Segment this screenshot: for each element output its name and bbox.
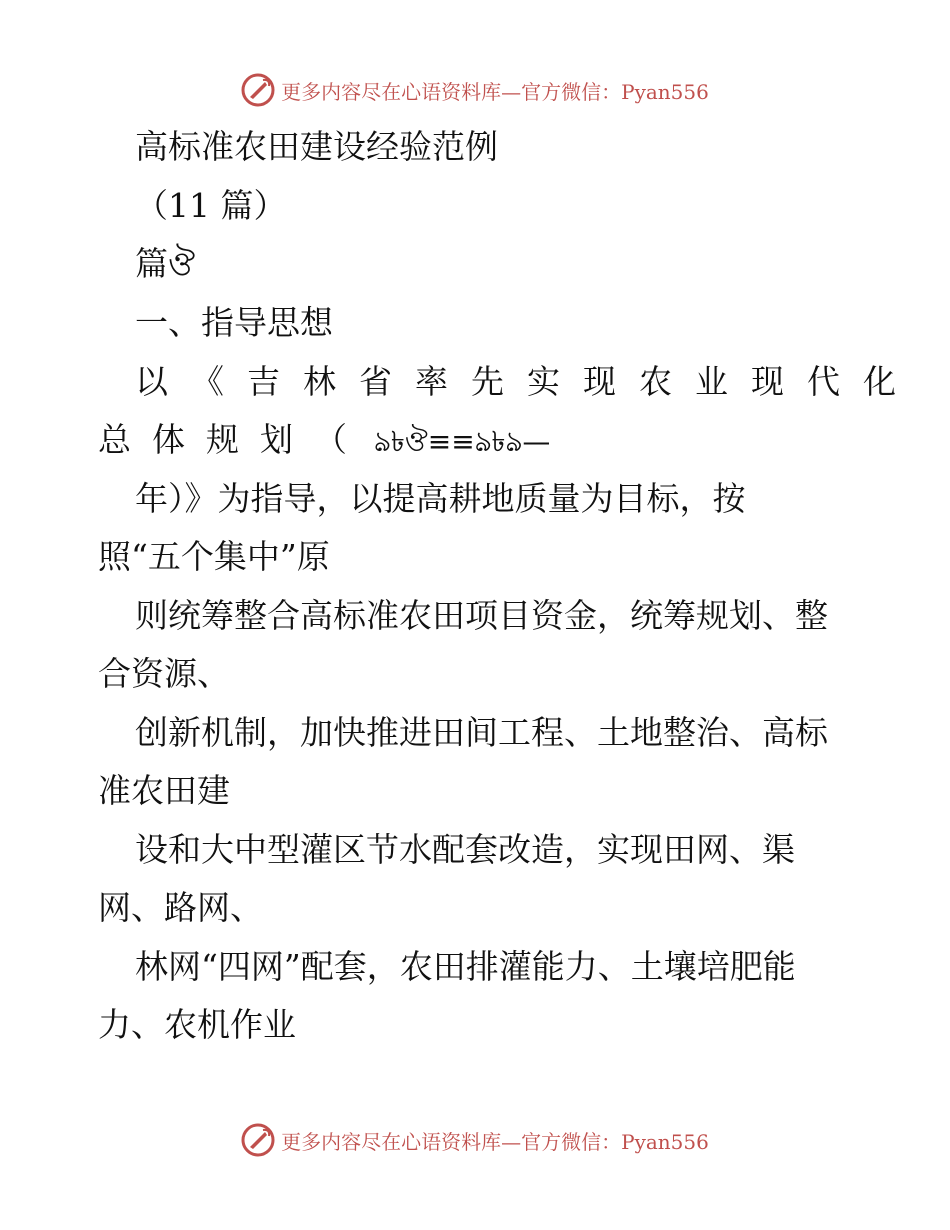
paragraph-line: 网、路网、 [98, 888, 263, 927]
feather-pen-logo-icon [241, 1123, 275, 1157]
paragraph-line [98, 420, 550, 462]
paragraph-line: 年）》为指导，以提高耕地质量为目标，按 [135, 479, 746, 518]
section-label-text: 篇 [135, 244, 168, 283]
banner-text: 更多内容尽在心语资料库—官方微信：Pyan556 [281, 79, 709, 104]
header-banner [0, 70, 950, 110]
heading-guiding-thought: 一、指导思想 [135, 303, 333, 342]
paragraph-line: 林网“四网”配套，农田排灌能力、土壤培肥能 [135, 947, 796, 986]
section-ornament: ঔ [168, 244, 196, 283]
document-count: （11 篇） [135, 186, 287, 225]
paragraph-line: 准农田建 [98, 771, 230, 810]
banner-text: 更多内容尽在心语资料库—官方微信：Pyan556 [281, 1129, 709, 1154]
paragraph-line: 创新机制，加快推进田间工程、土地整治、高标 [135, 713, 828, 752]
paragraph-line: 合资源、 [98, 654, 230, 693]
paragraph-line-text: 总体规划（ [98, 420, 368, 459]
document-title: 高标准农田建设经验范例 [135, 127, 498, 166]
paragraph-line: 照“五个集中”原 [98, 537, 330, 576]
feather-pen-logo-icon [241, 73, 275, 107]
ornament-glyphs: ঌ৳ঔ≡≡ঌ৳ঌ— [374, 425, 551, 458]
paragraph-line: 力、农机作业 [98, 1005, 296, 1044]
paragraph-line: 则统筹整合高标准农田项目资金，统筹规划、整 [135, 596, 828, 635]
paragraph-line: 以《吉林省率先实现农业现代化 [135, 362, 919, 401]
section-label [135, 244, 195, 284]
footer-banner [0, 1120, 950, 1160]
paragraph-line: 设和大中型灌区节水配套改造，实现田网、渠 [135, 830, 795, 869]
